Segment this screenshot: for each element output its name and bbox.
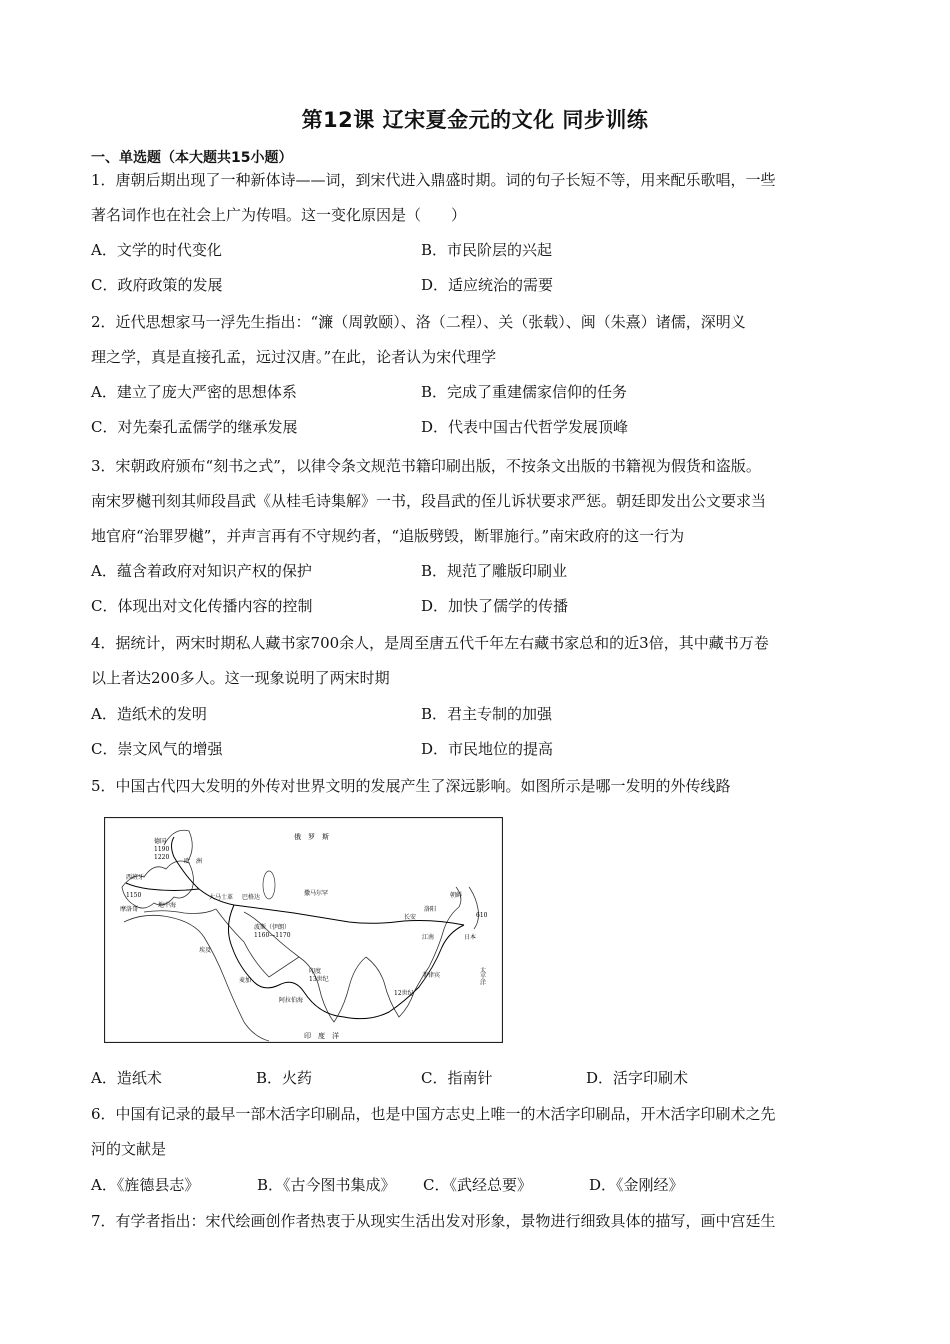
- map-label: 印 度 洋: [304, 1032, 339, 1040]
- option-a: A．造纸术: [91, 1069, 162, 1087]
- question-4-options: [91, 697, 861, 767]
- question-stem-line: 南宋罗樾刊刻其师段昌武《从桂毛诗集解》一书，段昌武的侄儿诉状要求严惩。朝廷即发出公文要求当: [91, 492, 767, 510]
- question-stem-line: 理之学，真是直接孔孟，远过汉唐。”在此，论者认为宋代理学: [91, 348, 497, 366]
- option-b: B．君主专制的加强: [421, 705, 553, 723]
- option-c: C．《武经总要》: [423, 1176, 532, 1194]
- map-label: 朝鲜: [450, 892, 463, 899]
- option-a: A．《旌德县志》: [91, 1176, 200, 1194]
- option-b: B．《古今图书集成》: [257, 1176, 396, 1194]
- map-label: 菲律宾: [422, 972, 441, 979]
- option-b: B．火药: [256, 1069, 313, 1087]
- map-label: 德国: [154, 838, 167, 845]
- map-label: 江南: [422, 934, 435, 941]
- question-3-options: [91, 554, 861, 624]
- option-d: D．适应统治的需要: [421, 276, 554, 294]
- option-d: D．加快了儒学的传播: [421, 597, 569, 615]
- option-b: B．规范了雕版印刷业: [421, 562, 568, 580]
- map-label: 阿拉伯海: [279, 997, 304, 1004]
- map-label: 摩洛哥: [120, 906, 139, 913]
- question-7: [91, 1204, 861, 1239]
- map-label: 日本: [464, 934, 477, 941]
- question-stem-line: 1．唐朝后期出现了一种新体诗——词，到宋代进入鼎盛时期。词的句子长短不等，用来配乐歌唱，一些: [91, 171, 776, 189]
- transmission-route-map: [104, 817, 503, 1043]
- option-a: A．蕴含着政府对知识产权的保护: [91, 562, 312, 580]
- question-2-options: [91, 375, 861, 445]
- map-label: 13世纪: [309, 976, 329, 983]
- map-label: 长安: [404, 914, 417, 921]
- option-d: D．活字印刷术: [586, 1069, 689, 1087]
- question-stem-line: 3．宋朝政府颁布“刻书之式”，以律令条文规范书籍印刷出版，不按条文出版的书籍视为假货和盗版。: [91, 457, 761, 475]
- map-label: 太平洋: [478, 967, 486, 985]
- map-label: 1220: [154, 854, 170, 861]
- question-stem-line: 以上者达200多人。这一现象说明了两宋时期: [91, 669, 390, 687]
- option-d: D．代表中国古代哲学发展顶峰: [421, 418, 629, 436]
- map-label: 俄 罗 斯: [294, 833, 329, 841]
- map-label: 610: [476, 912, 488, 919]
- map-label: 麦加: [239, 977, 252, 984]
- map-label: 1150: [126, 892, 142, 899]
- map-label: 西班牙: [126, 874, 145, 881]
- question-5: [91, 769, 861, 804]
- section-heading: 一、单选题（本大题共15小题）: [91, 150, 293, 166]
- question-6: [91, 1097, 861, 1167]
- map-label: 大马士革: [209, 894, 234, 901]
- map-label: 洛阳: [424, 906, 437, 913]
- option-c: C．体现出对文化传播内容的控制: [91, 597, 313, 615]
- question-stem-line: 2．近代思想家马一浮先生指出：“濂（周敦颐）、洛（二程）、关（张载）、闽（朱熹）诸儒，深明义: [91, 313, 746, 331]
- question-stem-line: 著名词作也在社会上广为传唱。这一变化原因是（ ）: [91, 206, 467, 224]
- option-a: A．文学的时代变化: [91, 241, 222, 259]
- question-1: [91, 163, 861, 233]
- map-label: 埃及: [199, 947, 212, 954]
- map-label: 1190: [154, 846, 170, 853]
- map-label: 1160—1170: [254, 932, 291, 939]
- question-3: [91, 449, 861, 554]
- option-b: B．完成了重建儒家信仰的任务: [421, 383, 628, 401]
- option-d: D．《金刚经》: [589, 1176, 684, 1194]
- map-label: 撒马尔罕: [304, 890, 329, 897]
- map-label: 欧 洲: [184, 858, 203, 865]
- question-stem-line: 河的文献是: [91, 1140, 167, 1158]
- question-stem-line: 6．中国有记录的最早一部木活字印刷品，也是中国方志史上唯一的木活字印刷品，开木活字印刷术之先: [91, 1105, 776, 1123]
- map-label: 巴格达: [242, 894, 261, 901]
- question-stem-line: 地官府“治罪罗樾”，并声言再有不守规约者，“追版劈毁，断罪施行。”南宋政府的这一行为: [91, 527, 685, 545]
- option-b: B．市民阶层的兴起: [421, 241, 553, 259]
- map-label: 波斯（伊朗）: [254, 924, 291, 931]
- question-stem-line: 4．据统计，两宋时期私人藏书家700余人，是周至唐五代千年左右藏书家总和的近3倍，其中藏书万卷: [91, 634, 769, 652]
- option-a: A．造纸术的发明: [91, 705, 207, 723]
- option-c: C．政府政策的发展: [91, 276, 223, 294]
- question-6-options: [91, 1168, 861, 1203]
- option-a: A．建立了庞大严密的思想体系: [91, 383, 297, 401]
- question-2: [91, 305, 861, 375]
- question-4: [91, 626, 861, 696]
- question-5-options: [91, 1061, 861, 1096]
- option-c: C．崇文风气的增强: [91, 740, 223, 758]
- map-label: 印度: [309, 968, 322, 975]
- map-label: 地中海: [158, 902, 177, 909]
- page-title: 第12课 辽宋夏金元的文化 同步训练: [301, 108, 649, 132]
- map-label: 12世纪: [394, 990, 414, 997]
- option-c: C．指南针: [421, 1069, 493, 1087]
- option-d: D．市民地位的提高: [421, 740, 554, 758]
- option-c: C．对先秦孔孟儒学的继承发展: [91, 418, 298, 436]
- question-stem-line: 5．中国古代四大发明的外传对世界文明的发展产生了深远影响。如图所示是哪一发明的外传线路: [91, 777, 731, 795]
- question-stem-line: 7．有学者指出：宋代绘画创作者热衷于从现实生活出发对形象，景物进行细致具体的描写，画中宫廷生: [91, 1212, 776, 1230]
- question-1-options: [91, 233, 861, 303]
